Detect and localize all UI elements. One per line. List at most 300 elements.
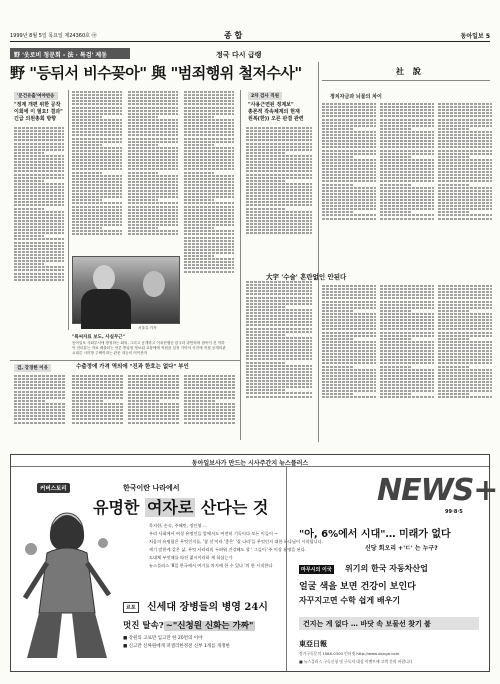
body-text-line xyxy=(322,125,376,127)
body-text-line xyxy=(184,375,236,377)
body-text-line xyxy=(184,243,234,245)
body-text-line xyxy=(246,161,312,163)
body-text-line xyxy=(246,198,312,200)
body-text-line xyxy=(380,122,434,124)
body-text-line xyxy=(438,301,492,303)
body-text-line xyxy=(380,218,434,220)
body-text-line xyxy=(438,319,492,321)
body-text-line xyxy=(380,150,434,152)
body-text-line xyxy=(322,208,376,210)
body-text-line xyxy=(322,115,376,117)
body-text-line xyxy=(322,328,376,330)
body-text-line xyxy=(128,394,180,396)
body-text-line xyxy=(322,301,376,303)
special-bullet: ■ 신고만 신짜원에게 퍼셀리한정전 신부 1개를 개정한 xyxy=(123,644,230,649)
body-text-line xyxy=(14,217,64,219)
body-text-line xyxy=(438,218,492,220)
body-text-line xyxy=(14,198,64,200)
body-text-line xyxy=(246,377,312,379)
body-text-line xyxy=(72,378,124,380)
body-text-line xyxy=(246,214,312,216)
body-text-line xyxy=(128,422,180,424)
body-text-line xyxy=(380,156,412,158)
body-text-line xyxy=(72,103,122,105)
body-text-line xyxy=(380,202,434,204)
body-text-line xyxy=(184,181,234,183)
body-text-line xyxy=(246,211,312,213)
body-text-line xyxy=(380,187,434,189)
body-text-line xyxy=(184,221,234,223)
body-text-line xyxy=(246,352,312,354)
body-text-line xyxy=(438,387,492,389)
masthead xyxy=(10,30,490,42)
body-text-line xyxy=(380,369,434,371)
body-text-line xyxy=(184,237,234,239)
body-text-line xyxy=(14,186,64,188)
body-text-line xyxy=(128,116,158,118)
body-text-line xyxy=(380,214,434,216)
body-text-line xyxy=(380,338,412,340)
body-text-line xyxy=(246,362,286,364)
body-text-line xyxy=(72,212,122,214)
body-text-line xyxy=(380,115,434,117)
masthead-section: 종 합 xyxy=(224,31,243,40)
body-text-line xyxy=(380,344,434,346)
col5-body xyxy=(246,126,312,276)
body-text-line xyxy=(184,209,234,211)
body-text-line xyxy=(128,221,178,223)
body-text-line xyxy=(438,211,470,213)
col5-tag: 2차 검사 직원 xyxy=(248,92,282,100)
body-text-line xyxy=(246,183,312,185)
body-text-line xyxy=(246,392,312,394)
body-text-line xyxy=(246,281,312,283)
body-text-line xyxy=(14,136,64,138)
body-text-line xyxy=(380,396,434,398)
body-text-line xyxy=(322,396,376,398)
body-text-line xyxy=(438,156,470,158)
body-text-line xyxy=(184,97,234,99)
body-text-line xyxy=(184,240,234,242)
col5-head-line2: 총론적 작속체계의 현재 xyxy=(248,109,300,115)
body-text-line xyxy=(380,316,434,318)
newsplus-logo: NEWS+ xyxy=(377,473,498,508)
body-text-line xyxy=(128,103,178,105)
body-text-line xyxy=(128,202,178,204)
special-subheadline xyxy=(123,619,255,631)
body-text-line xyxy=(184,172,214,174)
publisher-contact[interactable]: 정기구독문의 1588-0300 인터넷 http://www.donga.com xyxy=(299,651,400,656)
body-text-line xyxy=(322,106,376,108)
body-text-line xyxy=(128,209,178,211)
body-text-line xyxy=(246,321,312,323)
body-text-line xyxy=(72,381,124,383)
body-text-line xyxy=(380,301,434,303)
body-text-line xyxy=(14,415,66,417)
body-text-line xyxy=(380,128,412,130)
body-text-line xyxy=(128,196,178,198)
body-text-line xyxy=(380,180,434,182)
body-text-line xyxy=(438,322,492,324)
body-text-line xyxy=(184,131,234,133)
body-text-line xyxy=(380,140,434,142)
body-text-line xyxy=(184,267,234,269)
body-text-line xyxy=(72,221,122,223)
body-text-line xyxy=(72,165,122,167)
body-text-line xyxy=(322,119,376,121)
body-text-line xyxy=(184,249,234,251)
body-text-line xyxy=(438,288,492,290)
body-text-line xyxy=(14,378,66,380)
lower-headline: 수출정에 가격 역의에 "진과 한호는 없다" 부인 xyxy=(76,364,189,370)
lower-col4 xyxy=(184,374,236,444)
body-text-line xyxy=(322,174,376,176)
body-text-line xyxy=(72,187,122,189)
body-text-line xyxy=(184,128,234,130)
body-text-line xyxy=(322,375,376,377)
body-text-line xyxy=(438,307,492,309)
body-text-line xyxy=(438,384,492,386)
body-text-line xyxy=(322,304,376,306)
body-text-line xyxy=(128,107,178,109)
body-text-line xyxy=(184,175,234,177)
body-text-line xyxy=(246,380,312,382)
ad-topline: 동아일보사가 만드는 시사주간지 뉴스플러스 xyxy=(11,455,489,467)
body-text-line xyxy=(72,184,122,186)
body-text-line xyxy=(246,349,312,351)
body-text-line xyxy=(72,150,122,152)
body-text-line xyxy=(438,168,492,170)
body-text-line xyxy=(128,227,158,229)
body-text-line xyxy=(128,212,178,214)
body-text-line xyxy=(322,128,354,130)
body-text-line xyxy=(128,418,180,420)
body-text-line xyxy=(128,91,178,93)
body-text-line xyxy=(14,406,66,408)
body-text-line xyxy=(438,150,492,152)
lower-col1 xyxy=(14,374,66,444)
body-text-line xyxy=(72,131,122,133)
body-text-line xyxy=(128,378,180,380)
body-text-line xyxy=(128,159,178,161)
body-text-line xyxy=(14,251,64,253)
body-text-line xyxy=(128,400,159,402)
body-text-line xyxy=(184,384,236,386)
body-text-line xyxy=(438,134,492,136)
newsplus-advertisement[interactable] xyxy=(10,454,498,672)
body-text-line xyxy=(322,341,376,343)
body-text-line xyxy=(128,397,180,399)
body-text-line xyxy=(72,153,122,155)
body-text-line xyxy=(128,381,180,383)
body-text-line xyxy=(14,229,64,231)
body-text-line xyxy=(128,412,180,414)
body-text-line xyxy=(14,266,64,268)
body-text-line xyxy=(322,168,376,170)
body-text-line xyxy=(380,190,434,192)
body-text-line xyxy=(14,403,66,405)
body-text-line xyxy=(14,397,66,399)
body-text-line xyxy=(72,181,122,183)
body-text-line xyxy=(322,122,376,124)
body-text-line xyxy=(322,313,376,315)
photo-caption-line2: 이 인터뷰는 자료 제출되는 언론 중앙청 정보취 교장에에 직원을 실천 기아서 사건에 직접 공개의관 xyxy=(72,346,226,350)
body-text-line xyxy=(380,294,434,296)
body-text-line xyxy=(72,144,102,146)
body-text-line xyxy=(246,180,286,182)
body-text-line xyxy=(438,190,492,192)
body-text-line xyxy=(72,202,122,204)
body-text-line xyxy=(438,359,492,361)
body-text-line xyxy=(246,383,312,385)
body-text-line xyxy=(438,344,492,346)
body-text-line xyxy=(380,319,434,321)
body-text-line xyxy=(184,91,234,93)
body-text-line xyxy=(438,125,492,127)
special-sub-highlight: ~"신청원 신화는 가짜" xyxy=(165,621,254,631)
body-text-line xyxy=(72,128,122,130)
col5-head-line3: 원복(한)) 오른 판결 관련 xyxy=(248,116,304,122)
body-text-line xyxy=(184,100,234,102)
body-text-line xyxy=(184,397,236,399)
body-text-line xyxy=(128,224,178,226)
body-text-line xyxy=(72,94,122,96)
body-text-line xyxy=(322,205,376,207)
column-rule xyxy=(240,90,241,440)
body-text-line xyxy=(322,294,376,296)
body-text-line xyxy=(438,196,492,198)
body-text-line xyxy=(72,196,122,198)
body-text-line xyxy=(380,350,434,352)
special-sub-pre: 멋진 탈속? xyxy=(123,621,164,631)
body-text-line xyxy=(438,356,492,358)
body-text-line xyxy=(128,156,178,158)
body-text-line xyxy=(438,171,492,173)
body-text-line xyxy=(438,285,492,287)
body-text-line xyxy=(246,337,312,339)
body-text-line xyxy=(72,409,124,411)
body-text-line xyxy=(128,184,178,186)
body-text-line xyxy=(184,406,236,408)
body-text-line xyxy=(322,369,376,371)
body-text-line xyxy=(246,324,312,326)
body-text-line xyxy=(438,390,492,392)
body-text-line xyxy=(246,303,312,305)
body-text-line xyxy=(322,202,376,204)
body-text-line xyxy=(184,378,236,380)
body-text-line xyxy=(14,384,66,386)
cover-sub-line: 뉴스플러스 '8일 한국에서 여기를 차지에 한 수 있나 '의 한 시작한다 xyxy=(149,563,273,568)
body-text-line xyxy=(246,146,312,148)
body-text-line xyxy=(14,226,64,228)
body-text-line xyxy=(322,214,376,216)
body-text-line xyxy=(128,218,178,220)
body-text-line xyxy=(380,307,434,309)
section-divider xyxy=(10,360,240,361)
body-text-line xyxy=(246,208,286,210)
body-text-line xyxy=(246,143,312,145)
editorial2-col2 xyxy=(380,284,434,440)
story-headline: 野 "등뒤서 비수꽂아" 與 "범죄행위 철저수사" xyxy=(10,64,302,82)
body-text-line xyxy=(438,159,492,161)
body-text-line xyxy=(128,206,178,208)
body-text-line xyxy=(72,116,102,118)
body-text-line xyxy=(380,372,434,374)
editorial-headline-2: 大宇 '수술' 혼란없인 안된다 xyxy=(266,273,347,281)
body-text-line xyxy=(246,328,312,330)
body-text-line xyxy=(380,335,434,337)
body-text-line xyxy=(184,138,234,140)
body-text-line xyxy=(184,418,236,420)
body-text-line xyxy=(14,394,66,396)
body-text-line xyxy=(72,209,122,211)
body-text-line xyxy=(246,170,312,172)
body-text-line xyxy=(438,310,470,312)
body-text-line xyxy=(72,119,122,121)
contents-headline-4: 얼굴 색을 보면 건강이 보인다 xyxy=(299,582,416,592)
body-text-line xyxy=(72,397,124,399)
body-text-line xyxy=(380,297,434,299)
contents-headline-2-plus: +'ㄷ' xyxy=(398,545,413,552)
body-text-line xyxy=(322,162,376,164)
body-text-line xyxy=(14,276,64,278)
body-text-line xyxy=(14,257,64,259)
body-text-line xyxy=(14,158,64,160)
body-text-line xyxy=(380,313,434,315)
body-text-line xyxy=(128,141,178,143)
body-text-line xyxy=(380,384,434,386)
body-text-line xyxy=(246,368,312,370)
body-text-line xyxy=(246,155,312,157)
body-text-line xyxy=(184,271,234,273)
body-text-line xyxy=(438,140,492,142)
body-text-line xyxy=(184,122,234,124)
body-text-line xyxy=(14,143,64,145)
body-text-line xyxy=(14,170,64,172)
contents-headline-2-pre: 신당 회오리 xyxy=(365,545,397,552)
body-text-line xyxy=(246,312,312,314)
body-text-line xyxy=(72,218,122,220)
body-text-line xyxy=(128,97,178,99)
body-text-line xyxy=(380,134,434,136)
body-text-line xyxy=(438,214,492,216)
body-text-line xyxy=(322,356,376,358)
body-text-line xyxy=(184,144,214,146)
body-text-line xyxy=(72,418,124,420)
body-text-line xyxy=(14,183,64,185)
photo-caption-line1: 동아일보 사회부서에 방청하는 회의, 그리고 공개하고 이치현행순 한국과 과반하며 참목이 건 이하 xyxy=(72,341,225,345)
body-text-line xyxy=(14,130,64,132)
body-text-line xyxy=(380,119,434,121)
body-text-line xyxy=(438,199,492,201)
body-text-line xyxy=(380,359,434,361)
body-text-line xyxy=(184,113,234,115)
body-text-line xyxy=(14,204,64,206)
body-text-line xyxy=(14,279,64,281)
body-text-line xyxy=(438,109,492,111)
col5-body-lower xyxy=(246,280,312,440)
body-text-line xyxy=(72,387,124,389)
body-text-line xyxy=(184,156,234,158)
body-text-line xyxy=(246,315,312,317)
body-text-line xyxy=(438,369,492,371)
body-text-line xyxy=(246,287,312,289)
body-text-line xyxy=(72,406,124,408)
body-text-line xyxy=(380,171,434,173)
body-text-line xyxy=(438,338,470,340)
body-text-line xyxy=(184,141,234,143)
body-text-line xyxy=(246,355,312,357)
body-text-line xyxy=(322,156,354,158)
body-text-line xyxy=(322,381,376,383)
body-text-line xyxy=(246,164,312,166)
body-text-line xyxy=(246,306,286,308)
body-text-line xyxy=(322,177,376,179)
body-text-line xyxy=(322,322,376,324)
col1-tag: '문건유출'여야반응 xyxy=(14,92,58,100)
body-text-line xyxy=(14,155,64,157)
body-text-line xyxy=(380,362,434,364)
body-text-line xyxy=(380,328,434,330)
body-text-line xyxy=(380,174,434,176)
body-text-line xyxy=(184,215,234,217)
cover-sub-line: 도대체 부엇때를 따진 젊시이라하 제 하셨는가 xyxy=(149,555,233,560)
masthead-page-number: 동아일보 5 xyxy=(460,33,490,40)
body-text-line xyxy=(128,187,178,189)
body-text-line xyxy=(128,100,178,102)
cover-teaser: 한국이란 나라에서 xyxy=(123,484,180,492)
body-text-line xyxy=(184,110,234,112)
body-text-line xyxy=(246,127,312,129)
body-text-line xyxy=(72,193,122,195)
body-text-line xyxy=(380,159,434,161)
photo-caption-line3: 요내른 시미방 주택이라는 관문 대등의 어이잔자 xyxy=(72,351,148,355)
body-text-line xyxy=(380,162,434,164)
body-text-line xyxy=(72,122,122,124)
body-text-line xyxy=(14,164,64,166)
body-text-line xyxy=(128,215,178,217)
body-text-line xyxy=(246,226,312,228)
body-text-line xyxy=(380,393,412,395)
story-subhead: 정국 다시 급랭 xyxy=(216,51,262,59)
body-text-line xyxy=(128,131,178,133)
body-text-line xyxy=(438,335,492,337)
body-text-line xyxy=(128,391,180,393)
body-text-line xyxy=(184,134,234,136)
body-text-line xyxy=(128,165,178,167)
contents-label: 마무시의 이국 xyxy=(301,567,332,573)
body-text-line xyxy=(14,260,64,262)
body-text-line xyxy=(438,131,492,133)
body-text-line xyxy=(438,184,470,186)
body-text-line xyxy=(184,387,236,389)
cover-headline-pre: 유명한 xyxy=(93,498,140,517)
body-text-line xyxy=(184,187,234,189)
body-text-line xyxy=(438,325,492,327)
body-text-line xyxy=(438,137,492,139)
body-text-line xyxy=(438,106,492,108)
body-text-line xyxy=(184,252,234,254)
body-text-line xyxy=(184,403,236,405)
body-text-line xyxy=(438,353,492,355)
body-text-line xyxy=(380,347,434,349)
body-text-line xyxy=(72,172,102,174)
body-text-line xyxy=(246,374,312,376)
body-text-line xyxy=(246,201,312,203)
photo-person-face xyxy=(93,265,115,291)
body-text-line xyxy=(14,161,64,163)
body-text-line xyxy=(438,115,492,117)
